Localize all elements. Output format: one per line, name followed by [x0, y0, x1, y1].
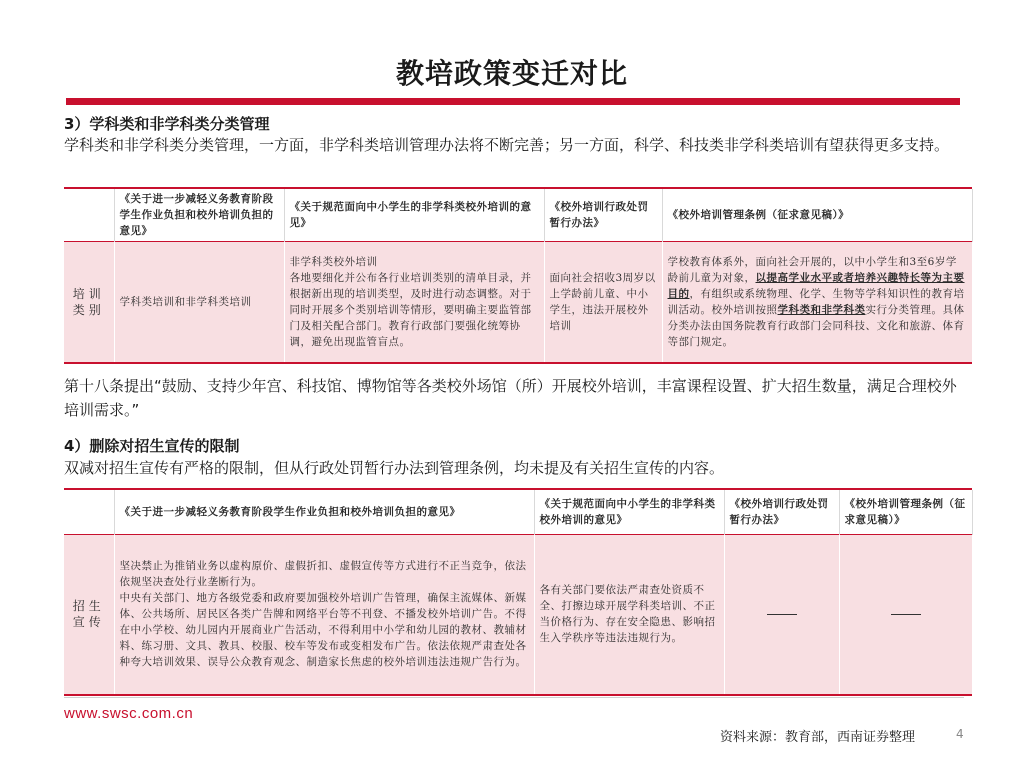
table2-cell-non-subject-opinion: 各有关部门要依法严肃查处资质不全、打擦边球开展学科类培训、不正当价格行为、存在安全隐患、影响招生入学秩序等违法违规行为。: [534, 534, 724, 694]
table1-row-label: 培训类别: [64, 242, 114, 362]
table1-cell-non-subject-opinion: 非学科类校外培训 各地要细化并公布各行业培训类别的清单目录，并根据新出现的培训类型，及时进行动态调整。对于同时开展多个类别培训等情形，要明确主要监管部门及相关配合部门。教育行政部门要强化统筹协调，避免出现监管盲点。: [284, 242, 544, 362]
page-number: 4: [956, 727, 964, 741]
section-4-heading: 4）删除对招生宣传的限制: [64, 437, 240, 455]
table1-header-management-regulation: 《校外培训管理条例（征求意见稿）》: [662, 189, 972, 242]
section-4-paragraph: 双减对招生宣传有严格的限制，但从行政处罚暂行办法到管理条例，均未提及有关招生宣传的内容。: [64, 459, 725, 477]
company-url[interactable]: www.swsc.com.cn: [64, 705, 194, 722]
section-3-heading: 3）学科类和非学科类分类管理: [64, 115, 270, 133]
table1-header-penalty-measures: 《校外培训行政处罚暂行办法》: [544, 189, 662, 242]
table2-header-management-regulation: 《校外培训管理条例（征求意见稿）》: [839, 490, 972, 534]
source-note: 资料来源：教育部，西南证券整理: [720, 730, 916, 745]
table1-reg-emphasis-categories: 学科类和非学科类: [777, 303, 866, 316]
table-row: [64, 242, 972, 362]
table2-cell-management-regulation: [839, 534, 972, 694]
footer-divider: [64, 697, 964, 698]
table1-cell-double-reduction: 学科类培训和非学科类培训: [114, 242, 284, 362]
table1-header-double-reduction: 《关于进一步减轻义务教育阶段学生作业负担和校外培训负担的意见》: [114, 189, 284, 242]
table1-reg-text-c: ，有组织或系统物理、化学、生物等学科知识性的教育培训活动。校外培训按照: [667, 287, 965, 316]
table1-cell-management-regulation: [662, 242, 972, 362]
table2-row-label: 招生宣传: [64, 534, 114, 694]
table1-reg-emphasis-purpose: 以提高学业水平或者培养兴趣特长等为主要目的: [667, 271, 965, 300]
table2-header-empty: [64, 490, 114, 534]
table1-header-empty: [64, 189, 114, 242]
table2-header-penalty-measures: 《校外培训行政处罚暂行办法》: [724, 490, 839, 534]
page-title: 教培政策变迁对比: [395, 57, 628, 90]
table2-header-non-subject-opinion: 《关于规范面向中小学生的非学科类校外培训的意见》: [534, 490, 724, 534]
empty-dash-mark: [891, 614, 921, 615]
table-row: [64, 534, 972, 694]
table1-header-non-subject-opinion: 《关于规范面向中小学生的非学科类校外培训的意见》: [284, 189, 544, 242]
table2-cell-double-reduction: 坚决禁止为推销业务以虚构原价、虚假折扣、虚假宣传等方式进行不正当竞争，依法依规坚决查处行业垄断行为。 中央有关部门、地方各级党委和政府要加强校外培训广告管理，确保主流媒体、新媒体、公共场所、居民区各类广告牌和网络平台等不刊登、不播发校外培训广告。不得在中小学校、幼儿园内开展商业广告活动，不得利用中小学和幼儿园的教材、教辅材料、练习册、文具、教具、校服、校车等发布或变相发布广告。依法依规严肃查处各种夸大培训效果、误导公众教育观念、制造家长焦虑的校外培训违法违规广告行为。: [114, 534, 534, 694]
table1-cell-penalty-measures: 面向社会招收3周岁以上学龄前儿童、中小学生，违法开展校外培训: [544, 242, 662, 362]
table2-header-double-reduction: 《关于进一步减轻义务教育阶段学生作业负担和校外培训负担的意见》: [114, 490, 534, 534]
section-3-paragraph: 学科类和非学科类分类管理，一方面，非学科类培训管理办法将不断完善；另一方面，科学、科技类非学科类培训有望获得更多支持。: [64, 136, 950, 154]
table1-reg-text-e: 实行分类管理。具体分类办法由国务院教育行政部门会同科技、文化和旅游、体育等部门规定。: [667, 303, 965, 348]
article-18-paragraph: 第十八条提出“鼓励、支持少年宫、科技馆、博物馆等各类校外场馆（所）开展校外培训，丰富课程设置、扩大招生数量，满足合理校外培训需求。”: [64, 377, 957, 419]
empty-dash-mark: [767, 614, 797, 615]
advertising-comparison-table: [64, 488, 972, 696]
category-comparison-table: [64, 187, 972, 364]
table1-reg-text-a: 学校教育体系外，面向社会开展的，以中小学生和3至6岁学龄前儿童为对象，: [667, 255, 957, 284]
table2-cell-penalty-measures: [724, 534, 839, 694]
title-underline: [66, 98, 960, 105]
